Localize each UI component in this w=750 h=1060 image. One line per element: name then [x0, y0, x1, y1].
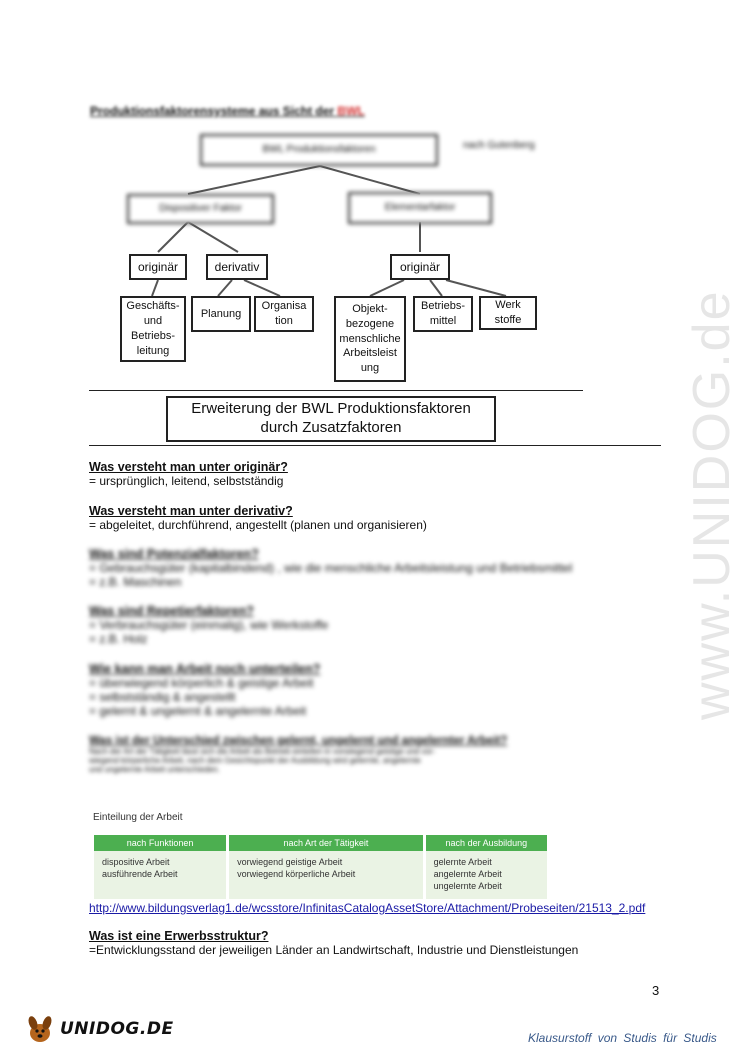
- diagram-source-note: [463, 140, 535, 151]
- originaer-right-label: originär: [399, 259, 441, 274]
- betriebsmittel-box: [413, 296, 473, 332]
- diagram-source-note-label: nach Gutenberg: [463, 140, 535, 151]
- table-cell: dispositive Arbeit ausführende Arbeit: [94, 851, 226, 899]
- geschaeftsleitung-label: Geschäfts- und Betriebs- leitung: [126, 300, 180, 357]
- originaer-right-box: [390, 254, 450, 280]
- werkstoffe-label: Werk stoffe: [494, 299, 522, 326]
- page-number: 3: [652, 983, 660, 998]
- question: Was sind Repetierfaktoren?: [89, 604, 254, 618]
- answer-line: = überwiegend körperlich & geistige Arbeit: [89, 676, 314, 690]
- qa-block-potenzial: [89, 547, 572, 589]
- dispositive-factor-box: [127, 194, 274, 224]
- einteilung-table: [91, 835, 550, 899]
- source-link[interactable]: http://www.bildungsverlag1.de/wcsstore/InfinitasCatalogAssetStore/Attachment/Probeseiten/21513_2.pdf: [89, 901, 646, 915]
- werkstoffe-box: [479, 296, 537, 330]
- divider-top: [89, 390, 583, 391]
- derivativ-label: derivativ: [214, 259, 260, 274]
- organisation-label: Organisa tion: [261, 300, 307, 327]
- qa-block-arbeit-unterteilen: [89, 662, 320, 718]
- organisation-box: [254, 296, 314, 332]
- question: Was sind Potenzialfaktoren?: [89, 547, 259, 561]
- divider-bottom: [89, 445, 661, 446]
- logo-text: UNIDOG.DE: [60, 1019, 174, 1039]
- extension-label: Erweiterung der BWL Produktionsfaktoren durch Zusatzfaktoren: [191, 400, 471, 436]
- answer-line: wiegend körperliche Arbeit, nach dem Gesichtspunkt der Ausbildung wird gelernte, angelernte: [89, 756, 421, 765]
- diagram-root-label: BWL Produktionsfaktoren: [262, 144, 376, 156]
- answer-line: = z.B. Holz: [89, 632, 148, 646]
- footer-slogan: Klausurstoff von Studis für Studis: [528, 1031, 717, 1045]
- qa-block-unterschied: [89, 735, 559, 774]
- diagram-root-box: [200, 134, 438, 166]
- page-title-accent: BWL: [337, 104, 365, 118]
- answer-line: und ungelernte Arbeit unterschieden.: [89, 765, 220, 774]
- extension-box: [166, 396, 496, 442]
- geschaeftsleitung-box: [120, 296, 186, 362]
- arbeitsleistung-box: [334, 296, 406, 382]
- answer-line: = selbstständig & angestellt: [89, 690, 236, 704]
- page-title-text: Produktionsfaktorensysteme aus Sicht der BWL: [90, 104, 365, 118]
- question: Was ist der Unterschied zwischen gelernt, ungelernt und angelernter Arbeit?: [89, 735, 508, 747]
- answer-line: Nach der Art der Tätigkeit lässt sich die Arbeit als Betrieb einteilen in vorwiegend geistige und vor-: [89, 747, 436, 756]
- question: Was versteht man unter originär?: [89, 460, 288, 474]
- table-header-row: [94, 835, 547, 851]
- footer-logo: [24, 1014, 174, 1044]
- originaer-left-box: [129, 254, 187, 280]
- originaer-left-label: originär: [137, 259, 179, 274]
- table-header: nach Art der Tätigkeit: [229, 835, 423, 851]
- question: Was ist eine Erwerbsstruktur?: [89, 929, 269, 943]
- elementar-factor-box: [348, 192, 492, 224]
- table-header: nach der Ausbildung: [426, 835, 547, 851]
- planung-label: Planung: [200, 307, 242, 320]
- dispositive-factor-label: Dispositiver Faktor: [159, 203, 242, 215]
- answer-line: =Entwicklungsstand der jeweiligen Länder an Landwirtschaft, Industrie und Dienstleistungen: [89, 943, 579, 957]
- derivativ-box: [206, 254, 268, 280]
- question: Wie kann man Arbeit noch unterteilen?: [89, 662, 321, 676]
- arbeitsleistung-label: Objekt- bezogene menschliche Arbeitsleist ung: [339, 302, 401, 375]
- diagram-connectors: [0, 0, 750, 460]
- table-row: [94, 851, 547, 899]
- answer-line: = ursprünglich, leitend, selbstständig: [89, 474, 284, 488]
- table-cell: gelernte Arbeit angelernte Arbeit ungelernte Arbeit: [426, 851, 547, 899]
- qa-block-erwerbsstruktur: [89, 929, 578, 957]
- answer-line: = Gebrauchsgüter (kapitalbindend) , wie die menschliche Arbeitsleistung und Betriebsmittel: [89, 561, 573, 575]
- planung-box: [191, 296, 251, 332]
- answer-line: = gelernt & ungelernt & angelernte Arbeit: [89, 704, 307, 718]
- table-cell: vorwiegend geistige Arbeit vorwiegend körperliche Arbeit: [229, 851, 423, 899]
- einteilung-title: Einteilung der Arbeit: [93, 812, 183, 823]
- answer-line: = z.B. Maschinen: [89, 575, 182, 589]
- answer-line: = abgeleitet, durchführend, angestellt (planen und organisieren): [89, 518, 427, 532]
- elementar-factor-label: Elementarfaktor: [384, 202, 456, 214]
- betriebsmittel-label: Betriebs- mittel: [420, 300, 466, 327]
- watermark: www.UNIDOG.de: [683, 289, 741, 720]
- qa-block-repetier: [89, 604, 328, 646]
- table-header: nach Funktionen: [94, 835, 226, 851]
- answer-line: = Verbrauchsgüter (einmalig), wie Werkstoffe: [89, 618, 329, 632]
- question: Was versteht man unter derivativ?: [89, 504, 293, 518]
- dog-logo-icon: [24, 1014, 56, 1044]
- qa-block-derivativ: [89, 504, 427, 532]
- qa-block-originaer: [89, 460, 288, 488]
